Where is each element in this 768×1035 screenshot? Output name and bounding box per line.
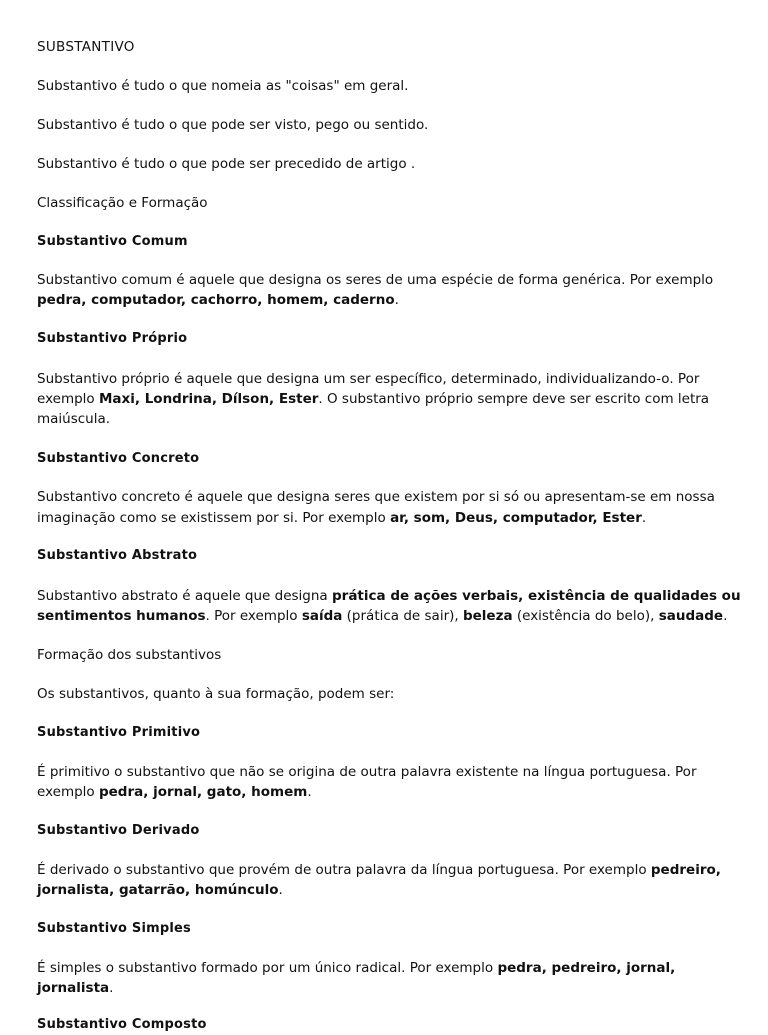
primitivo-line-1: É primitivo o substantivo que não se origina de outra palavra existente na língua portuguesa. Por [37,764,697,780]
formacao-intro: Os substantivos, quanto à sua formação, podem ser: [37,686,395,702]
concreto-line-1: Substantivo concreto é aquele que designa seres que existem por si só ou apresentam-se em nossa [37,489,715,505]
heading-derivado: Substantivo Derivado [37,823,200,838]
heading-concreto: Substantivo Concreto [37,451,200,466]
intro-line-3: Substantivo é tudo o que pode ser precedido de artigo . [37,156,416,172]
heading-simples: Substantivo Simples [37,921,191,936]
proprio-line-3: maiúscula. [37,411,111,427]
heading-abstrato: Substantivo Abstrato [37,548,198,563]
concreto-line-2: imaginação como se existissem por si. Por exemplo ar, som, Deus, computador, Ester. [37,510,647,526]
simples-line-2: jornalista. [37,980,114,996]
derivado-line-2: jornalista, gatarrão, homúnculo. [37,882,283,898]
proprio-line-2: exemplo Maxi, Londrina, Dílson, Ester. O substantivo próprio sempre deve ser escrito com letra [37,391,710,407]
section-heading-classificacao: Classificação e Formação [37,195,208,211]
simples-line-1: É simples o substantivo formado por um único radical. Por exemplo pedra, pedreiro, jornal, [37,960,676,976]
intro-line-1: Substantivo é tudo o que nomeia as "coisas" em geral. [37,78,409,94]
proprio-line-1: Substantivo próprio é aquele que designa um ser específico, determinado, individualizando-o. Por [37,371,700,387]
intro-line-2: Substantivo é tudo o que pode ser visto, pego ou sentido. [37,117,429,133]
heading-primitivo: Substantivo Primitivo [37,725,201,740]
primitivo-line-2: exemplo pedra, jornal, gato, homem. [37,784,312,800]
concreto-examples: ar, som, Deus, computador, Ester [390,510,642,526]
heading-composto: Substantivo Composto [37,1017,207,1032]
derivado-line-1: É derivado o substantivo que provém de outra palavra da língua portuguesa. Por exemplo pedreiro, [37,862,721,878]
comum-examples: pedra, computador, cachorro, homem, caderno [37,292,395,308]
comum-line-1: Substantivo comum é aquele que designa os seres de uma espécie de forma genérica. Por exemplo [37,272,714,288]
comum-line-2: pedra, computador, cachorro, homem, caderno. [37,292,399,308]
abstrato-line-1: Substantivo abstrato é aquele que designa prática de ações verbais, existência de qualidades ou [37,588,741,604]
section-heading-formacao: Formação dos substantivos [37,647,222,663]
page-title: SUBSTANTIVO [37,39,135,55]
abstrato-line-2: sentimentos humanos. Por exemplo saída (prática de sair), beleza (existência do belo), saudade. [37,608,728,624]
primitivo-examples: pedra, jornal, gato, homem [98,784,308,800]
proprio-examples: Maxi, Londrina, Dílson, Ester [98,391,319,407]
heading-proprio: Substantivo Próprio [37,331,188,346]
heading-comum: Substantivo Comum [37,234,188,249]
